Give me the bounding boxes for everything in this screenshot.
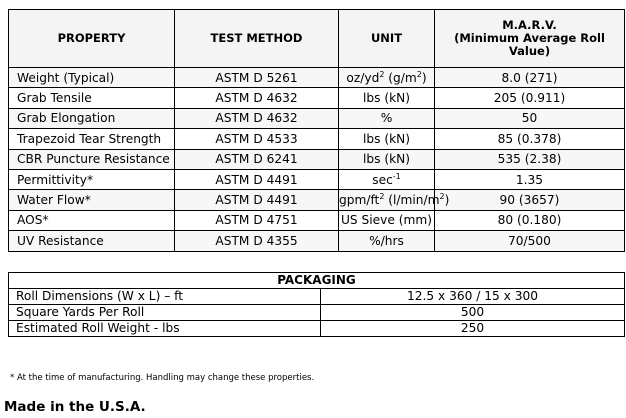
packaging-table	[8, 272, 625, 337]
unit-superscript: 2	[379, 192, 385, 202]
header-row	[9, 10, 625, 68]
table-row	[9, 149, 625, 169]
unit-cell	[339, 190, 450, 210]
header-marv-line2: (Minimum Average Roll	[454, 31, 605, 45]
unit-text: gpm/ft	[339, 193, 380, 208]
test-method-cell: ASTM D 4632	[175, 88, 339, 108]
property-cell: Water Flow*	[9, 190, 175, 210]
unit-cell	[339, 231, 435, 251]
unit-text: sec	[372, 172, 393, 187]
footnote: * At the time of manufacturing. Handling may change these properties.	[10, 373, 315, 383]
unit-cell	[339, 68, 435, 88]
table-row	[9, 190, 625, 210]
property-cell: CBR Puncture Resistance	[9, 149, 175, 169]
unit-cell	[339, 88, 435, 108]
unit-cell	[339, 108, 435, 128]
marv-cell: 535 (2.38)	[435, 149, 625, 169]
unit-text: (g/m	[384, 70, 417, 85]
unit-cell	[339, 149, 435, 169]
table-row	[9, 210, 625, 230]
unit-text: (l/min/m	[384, 193, 440, 208]
marv-cell: 50	[435, 108, 625, 128]
unit-superscript: 2	[416, 69, 422, 79]
property-cell: Grab Elongation	[9, 108, 175, 128]
unit-text: lbs (kN)	[362, 152, 411, 167]
marv-cell: 1.35	[435, 169, 625, 189]
marv-cell: 90 (3657)	[435, 190, 625, 210]
property-cell: Weight (Typical)	[9, 68, 175, 88]
unit-text: lbs (kN)	[362, 91, 411, 106]
unit-text: %	[380, 111, 393, 126]
unit-text: US Sieve (mm)	[341, 213, 432, 228]
property-cell: Permittivity*	[9, 169, 175, 189]
table-row	[9, 169, 625, 189]
unit-text: )	[444, 193, 450, 208]
unit-text: oz/yd	[346, 70, 380, 85]
unit-cell	[339, 129, 435, 149]
table-row	[9, 108, 625, 128]
test-method-cell: ASTM D 4751	[175, 210, 339, 230]
table-row	[9, 129, 625, 149]
packaging-value: 500	[321, 305, 625, 321]
marv-cell: 80 (0.180)	[435, 210, 625, 230]
packaging-title: PACKAGING	[9, 273, 625, 289]
header-marv-line3: Value)	[508, 44, 551, 58]
test-method-cell: ASTM D 4632	[175, 108, 339, 128]
header-unit: UNIT	[339, 10, 435, 68]
packaging-label: Square Yards Per Roll	[9, 305, 321, 321]
property-cell: Grab Tensile	[9, 88, 175, 108]
packaging-row	[9, 321, 625, 337]
table-row	[9, 88, 625, 108]
packaging-value: 250	[321, 321, 625, 337]
packaging-header-row	[9, 273, 625, 289]
unit-superscript: 2	[439, 192, 445, 202]
unit-text: )	[421, 70, 427, 85]
test-method-cell: ASTM D 5261	[175, 68, 339, 88]
header-marv	[435, 10, 625, 68]
packaging-label: Roll Dimensions (W x L) – ft	[9, 289, 321, 305]
table-row	[9, 231, 625, 251]
table-row	[9, 68, 625, 88]
marv-cell: 205 (0.911)	[435, 88, 625, 108]
test-method-cell: ASTM D 4491	[175, 190, 339, 210]
unit-text: %/hrs	[369, 233, 404, 248]
header-property: PROPERTY	[9, 10, 175, 68]
marv-cell: 70/500	[435, 231, 625, 251]
header-test-method: TEST METHOD	[175, 10, 339, 68]
properties-table	[8, 9, 625, 252]
unit-cell	[339, 169, 435, 189]
marv-cell: 85 (0.378)	[435, 129, 625, 149]
packaging-row	[9, 305, 625, 321]
unit-superscript: -1	[392, 171, 401, 181]
marv-cell: 8.0 (271)	[435, 68, 625, 88]
test-method-cell: ASTM D 6241	[175, 149, 339, 169]
packaging-label: Estimated Roll Weight - lbs	[9, 321, 321, 337]
unit-cell	[339, 210, 435, 230]
made-in-label: Made in the U.S.A.	[4, 399, 146, 415]
packaging-value: 12.5 x 360 / 15 x 300	[321, 289, 625, 305]
test-method-cell: ASTM D 4491	[175, 169, 339, 189]
property-cell: AOS*	[9, 210, 175, 230]
test-method-cell: ASTM D 4355	[175, 231, 339, 251]
test-method-cell: ASTM D 4533	[175, 129, 339, 149]
packaging-row	[9, 289, 625, 305]
properties-body	[9, 68, 625, 252]
property-cell: UV Resistance	[9, 231, 175, 251]
unit-superscript: 2	[379, 69, 385, 79]
unit-text: lbs (kN)	[362, 131, 411, 146]
property-cell: Trapezoid Tear Strength	[9, 129, 175, 149]
header-marv-line1: M.A.R.V.	[502, 18, 557, 32]
